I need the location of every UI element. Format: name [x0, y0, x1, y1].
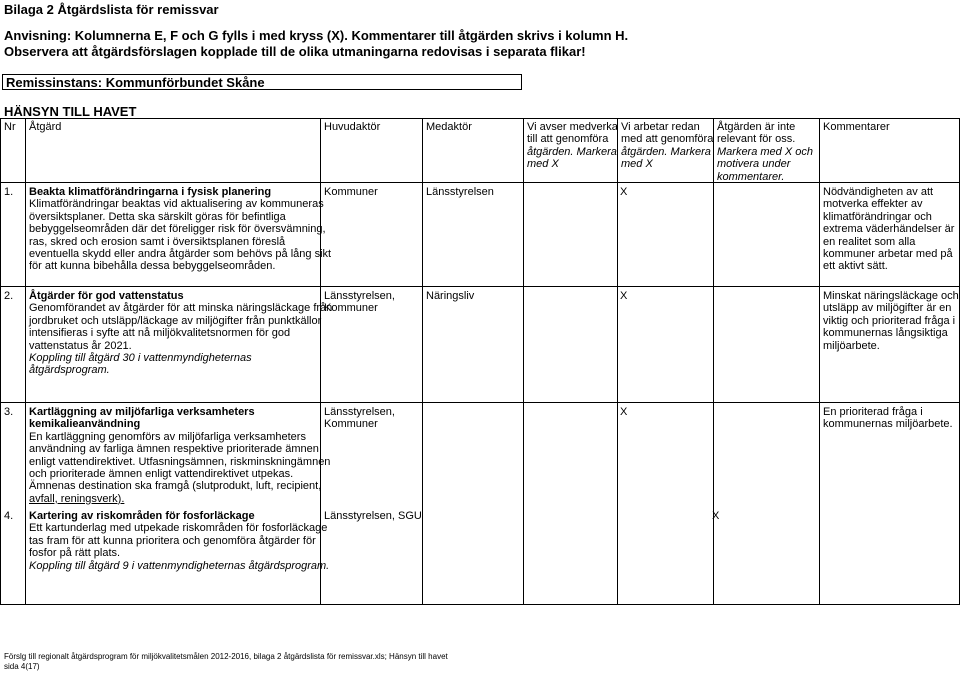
col-line-0: [0, 118, 1, 604]
row-4-huvudaktor: Länsstyrelsen, SGU: [324, 510, 422, 522]
row-2-medaktor: Näringsliv: [426, 290, 475, 302]
col-line-1: [25, 118, 26, 604]
row-1-huvudaktor: Kommuner: [324, 186, 378, 198]
col-line-4: [523, 118, 524, 604]
row-3-top-line: [0, 402, 960, 403]
header-kommentarer: Kommentarer: [823, 121, 890, 133]
row-4-col-e-mark[interactable]: X: [712, 510, 720, 522]
header-medaktor: Medaktör: [426, 121, 472, 133]
row-3-nr: 3.: [4, 406, 14, 418]
row-1-top-line: [0, 182, 960, 183]
header-col-e: Vi avser medverka till att genomföra åtgärden. Markera med X: [527, 121, 618, 171]
col-line-7: [819, 118, 820, 604]
row-1-medaktor: Länsstyrelsen: [426, 186, 494, 198]
header-col-g: Åtgärden är inte relevant för oss. Markera med X och motivera under kommentarer.: [717, 121, 813, 183]
instruction-line-2: Observera att åtgärdsförslagen kopplade till de olika utmaningarna redovisas i separata flikar!: [4, 44, 586, 59]
row-4-nr: 4.: [4, 510, 14, 522]
header-top-line: [0, 118, 960, 119]
footer-source: Förslg till regionalt åtgärdsprogram för miljökvalitetsmålen 2012-2016, bilaga 2 åtgärdslista för remissvar.xls; Hänsyn till havet: [4, 652, 448, 661]
row-2-atgard: Åtgärder för god vattenstatus Genomförandet av åtgärder för att minska näringsläckage från jordbruket och utsläpp/läckage av miljögifter från punktkällor intensifieras i syfte att nå miljökvalitetsnormen för god vattenstatus år 2021. Koppling till åtgärd 30 i vattenmyndigheternas åtgärdsprogram.: [29, 290, 333, 377]
table-bottom-line: [0, 604, 960, 605]
col-line-6: [713, 118, 714, 604]
instruction-line-1: Anvisning: Kolumnerna E, F och G fylls i med kryss (X). Kommentarer till åtgärden skrivs i kolumn H.: [4, 28, 629, 43]
col-line-3: [422, 118, 423, 604]
header-huvudaktor: Huvudaktör: [324, 121, 381, 133]
row-3-col-e-mark[interactable]: X: [620, 406, 628, 418]
section-title: HÄNSYN TILL HAVET: [4, 104, 137, 119]
row-2-nr: 2.: [4, 290, 14, 302]
footer-page-number: sida 4(17): [4, 662, 40, 671]
row-1-nr: 1.: [4, 186, 14, 198]
row-1-atgard: Beakta klimatförändringarna i fysisk planering Klimatförändringar beaktas vid aktualisering av kommuneras översiktsplaner. Detta ska särskilt göras för befintliga bebyggelseområden där det föreligger risk för översvämning, ras, skred och erosion samt i översiktsplanen föreslå eventuella skydd eller andra åtgärder som behövs på lång sikt för att kunna bibehålla dessa bebyggelseområden.: [29, 186, 332, 273]
row-2-kommentar[interactable]: Minskat näringsläckage och utsläpp av miljögifter är en viktig och prioriterad fråga i kommunernas långsiktiga miljöarbete.: [823, 290, 959, 352]
document-title: Bilaga 2 Åtgärdslista för remissvar: [4, 2, 219, 17]
row-4-atgard: Kartering av riskområden för fosforläckage Ett kartunderlag med utpekade riskområden för fosforläckage tas fram för att kunna prioritera och genomföra åtgärder för fosfor på rätt plats. Koppling till åtgärd 9 i vattenmyndigheternas åtgärdsprogram.: [29, 510, 330, 572]
row-2-huvudaktor: Länsstyrelsen, Kommuner: [324, 290, 395, 315]
header-col-f: Vi arbetar redan med att genomföra åtgärden. Markera med X: [621, 121, 714, 171]
row-3-huvudaktor: Länsstyrelsen, Kommuner: [324, 406, 395, 431]
row-2-top-line: [0, 286, 960, 287]
row-2-col-e-mark[interactable]: X: [620, 290, 628, 302]
row-3-kommentar[interactable]: En prioriterad fråga i kommunernas miljöarbete.: [823, 406, 953, 431]
row-3-atgard: Kartläggning av miljöfarliga verksamheters kemikalieanvändning En kartläggning genomförs av miljöfarliga verksamheters användning av farliga ämnen respektive prioriterade ämnen enligt vattendirektivet. Utfasningsämnen, riskminskningämnen och prioriterade ämnen enligt vattendirektivet utpekas. Ämnenas destination ska framgå (slutprodukt, luft, recipient, avfall, reningsverk).: [29, 406, 331, 505]
header-atgard: Åtgärd: [29, 121, 62, 133]
remissinstans-field[interactable]: Remissinstans: Kommunförbundet Skåne: [2, 74, 522, 90]
row-1-kommentar[interactable]: Nödvändigheten av att motverka effekter av klimatförändringar och extrema väderhändelser är en realitet som alla kommuner arbetar med på ett aktivt sätt.: [823, 186, 955, 273]
row-1-col-e-mark[interactable]: X: [620, 186, 628, 198]
col-line-5: [617, 118, 618, 604]
header-nr: Nr: [4, 121, 16, 133]
